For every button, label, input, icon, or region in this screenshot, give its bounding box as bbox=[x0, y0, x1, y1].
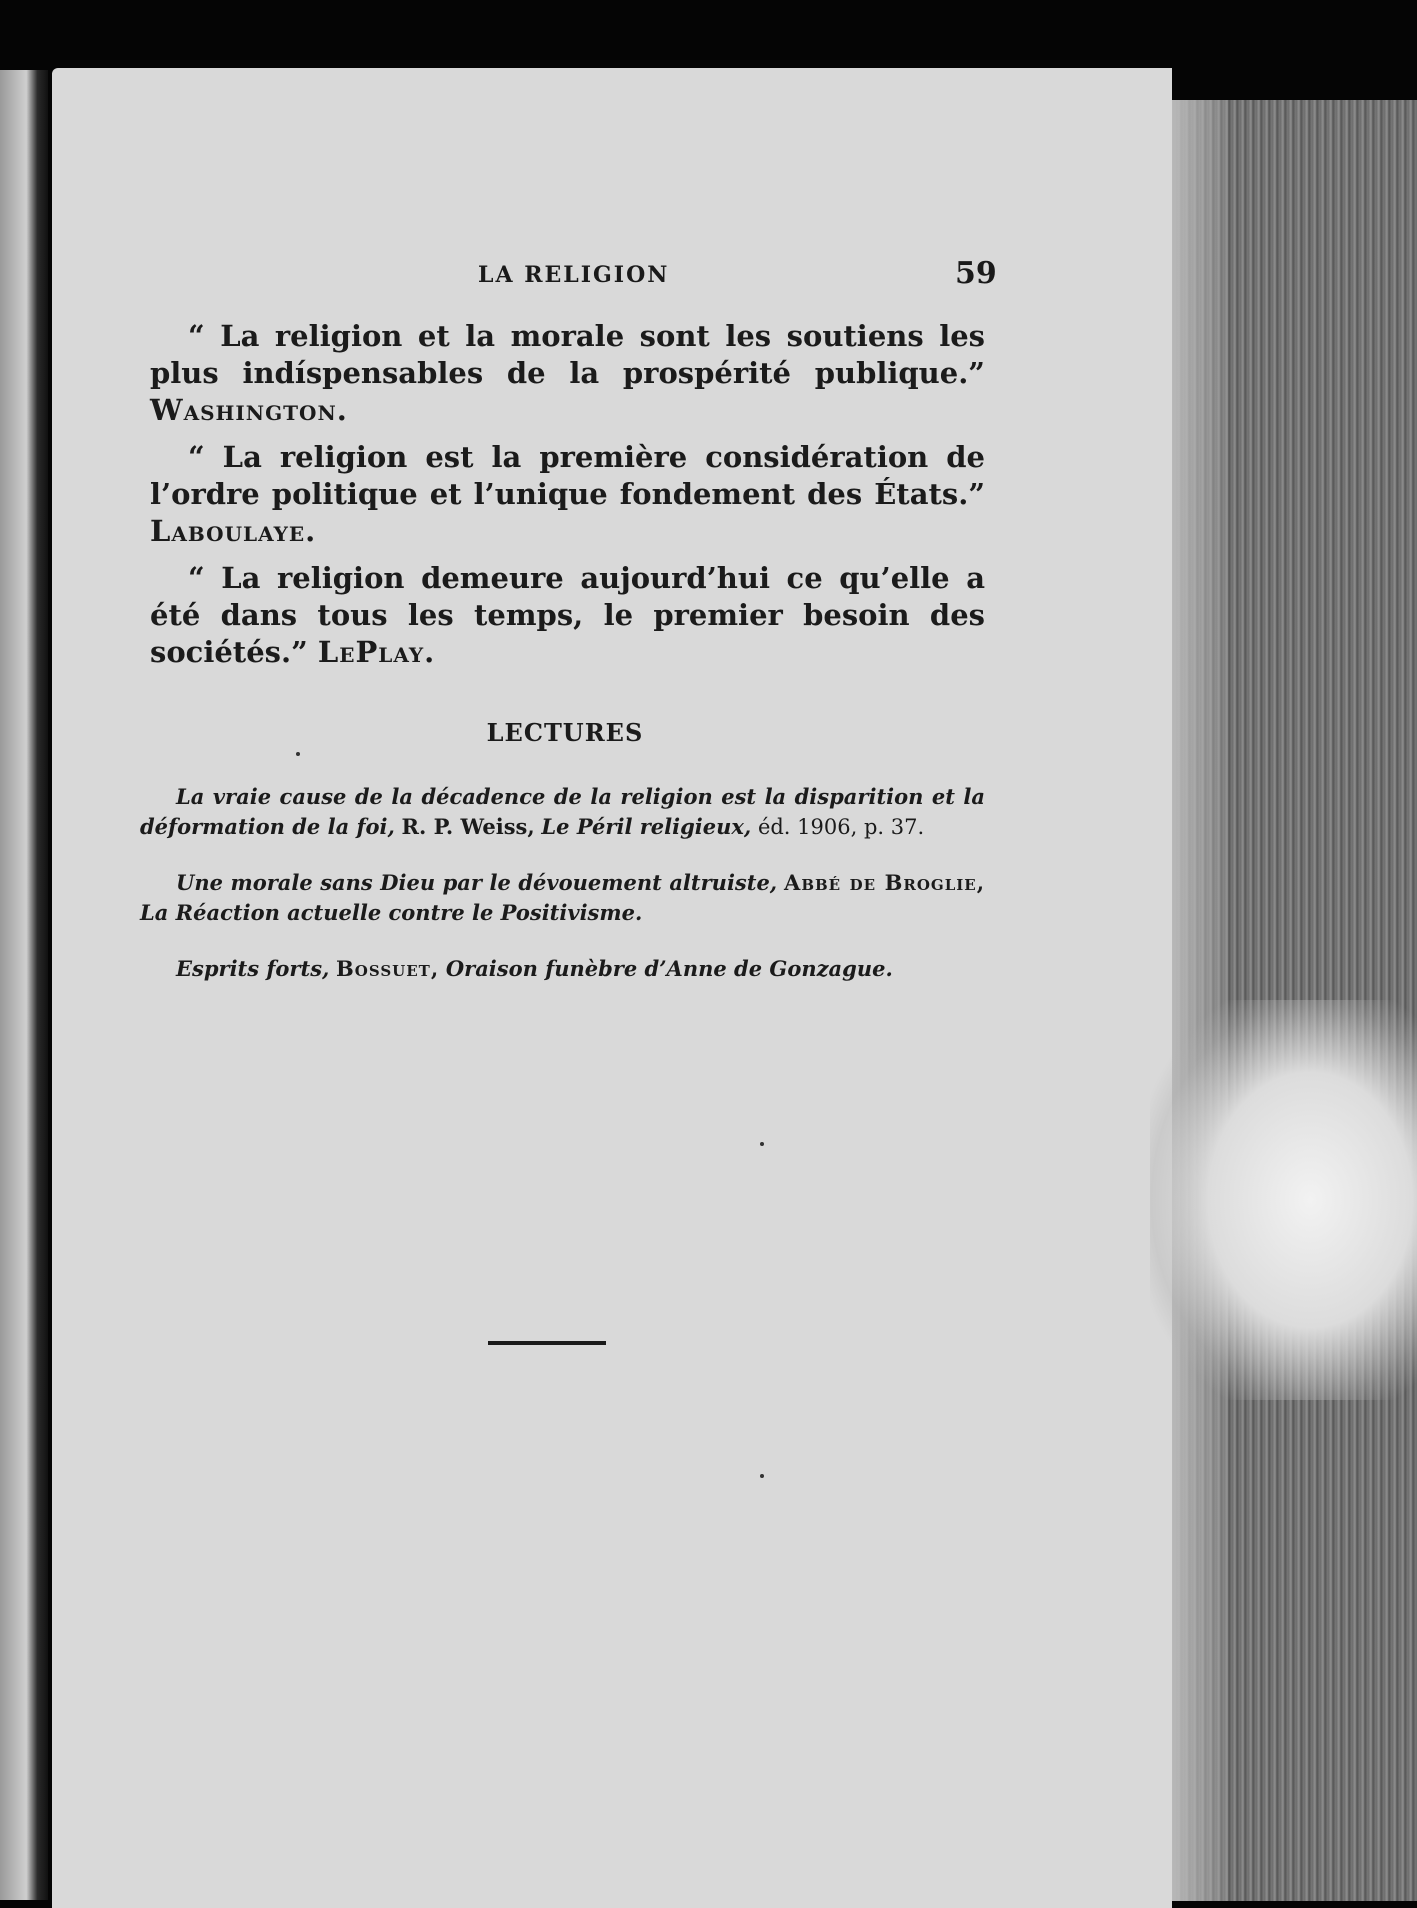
reading-work: La Réaction actuelle contre le Positivisme. bbox=[140, 900, 643, 925]
quote bbox=[150, 318, 985, 429]
reading-item bbox=[140, 782, 985, 842]
reading-item bbox=[140, 868, 985, 928]
running-header bbox=[0, 256, 1417, 302]
paper-speck bbox=[760, 1142, 764, 1146]
paper-speck bbox=[760, 1474, 764, 1478]
header-title: LA RELIGION bbox=[478, 262, 670, 288]
section-title: LECTURES bbox=[486, 718, 644, 747]
end-rule bbox=[488, 1341, 606, 1345]
reading-author: R. P. Weiss, bbox=[401, 814, 535, 839]
reading-title: La vraie cause de la décadence de la religion est la disparition et la déformation de la foi, bbox=[140, 784, 985, 839]
quote bbox=[150, 560, 985, 671]
left-page-edge bbox=[0, 70, 48, 1900]
reading-author: Abbé de Broglie, bbox=[784, 870, 986, 895]
reading-edition: éd. 1906, p. 37. bbox=[757, 815, 925, 839]
quote-author: Laboulaye. bbox=[150, 514, 317, 548]
reading-work: Le Péril religieux, bbox=[541, 814, 752, 839]
quote-author: LePlay. bbox=[317, 635, 436, 669]
paper-speck bbox=[296, 752, 300, 756]
quote-text: “ La religion demeure aujourd’hui ce qu’elle a été dans tous les temps, le premier besoin des sociétés.” bbox=[150, 561, 985, 669]
readings-list bbox=[140, 782, 985, 1010]
quote bbox=[150, 439, 985, 550]
reading-title: Une morale sans Dieu par le dévouement altruiste, bbox=[176, 870, 778, 895]
quote-text: “ La religion est la première considération de l’ordre politique et l’unique fondement des États.” bbox=[150, 440, 985, 511]
quotes-block bbox=[150, 318, 985, 681]
reading-work: Oraison funèbre d’Anne de Gonzague. bbox=[445, 956, 893, 981]
reading-title: Esprits forts, bbox=[176, 956, 330, 981]
reading-item bbox=[140, 954, 985, 984]
page-number: 59 bbox=[955, 256, 997, 291]
quote-author: Washington. bbox=[150, 393, 348, 427]
reading-author: Bossuet, bbox=[336, 956, 440, 981]
paper-stain bbox=[1150, 1000, 1417, 1400]
quote-text: “ La religion et la morale sont les soutiens les plus indíspensables de la prospérité publique.” bbox=[150, 319, 985, 390]
